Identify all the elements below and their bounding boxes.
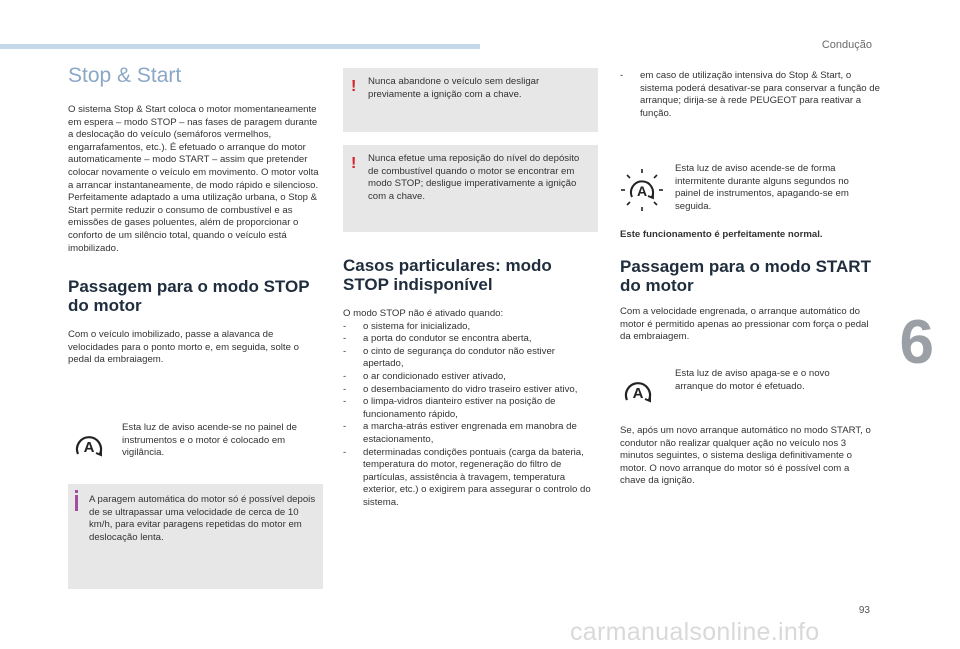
- warning-box-1: [343, 68, 598, 132]
- normal-note: Este funcionamento é perfeitamente normal.: [620, 229, 823, 240]
- svg-text:A: A: [636, 183, 648, 199]
- warning-text-1: Nunca abandone o veículo sem desligar previamente a ignição com a chave.: [368, 76, 540, 100]
- flash-lamp-text: Esta luz de aviso acende-se de forma intermitente durante alguns segundos no painel de instrumentos, apagando-se em seguida.: [675, 163, 849, 212]
- list-item: - o sistema for inicializado,: [343, 321, 598, 334]
- list-item: - em caso de utilização intensiva do Stop & Start, o sistema poderá desativar-se para conservar a função de arranque; dirija-se à rede PEUGEOT para reativar a função.: [620, 70, 880, 120]
- info-text: A paragem automática do motor só é possível depois de se ultrapassar uma velocidade de cerca de 10 km/h, para evitar paragens repetidas do motor em deslocação lenta.: [89, 494, 316, 543]
- stop-start-lamp-icon: [72, 430, 106, 460]
- page-number: 93: [858, 605, 870, 616]
- warning-text-2: Nunca efetue uma reposição do nível do depósito de combustível quando o motor se encontrar em modo STOP; desligue imperativamente a ignição com a chave.: [368, 153, 580, 202]
- svg-text:A: A: [632, 385, 644, 402]
- list-item: - o cinto de segurança do condutor não estiver apertado,: [343, 346, 598, 371]
- list-item: - o ar condicionado estiver ativado,: [343, 371, 598, 384]
- list-item: - a marcha-atrás estiver engrenada em manobra de estacionamento,: [343, 421, 598, 446]
- svg-text:A: A: [83, 439, 95, 456]
- intro-paragraph: O sistema Stop & Start coloca o motor momentaneamente em espera – modo STOP – nas fases de paragem durante a deslocação do veículo (semáforos vermelhos, engarrafamentos, etc.). É efetuado o arranque do motor automaticamente – modo START – assim que pretender colocar novamente o veículo em movimento. O motor volta a arrancar instantaneamente, de modo rápido e silencioso.: [68, 104, 319, 191]
- header-bar: [0, 44, 480, 49]
- column-3: [620, 70, 880, 120]
- start-text: Com a velocidade engrenada, o arranque automático do motor é permitido apenas ao pressionar com força o pedal da embraiagem.: [620, 306, 869, 343]
- final-paragraph: Se, após um novo arranque automático no modo START, o condutor não realizar qualquer ação no veículo nos 3 minutos seguintes, o sistema desliga definitivamente o motor. O novo arranque do motor só é possível com a chave da ignição.: [620, 425, 871, 487]
- list-item: - o desembaciamento do vidro traseiro estiver ativo,: [343, 384, 598, 397]
- warning-box-2: [343, 145, 598, 232]
- list-item: - o limpa-vidros dianteiro estiver na posição de funcionamento rápido,: [343, 396, 598, 421]
- stop-lamp-text: Esta luz de aviso acende-se no painel de instrumentos e o motor é colocado em vigilância.: [122, 422, 297, 459]
- chapter-number: 6: [899, 308, 934, 377]
- start-lamp-text: Esta luz de aviso apaga-se e o novo arranque do motor é efetuado.: [675, 368, 830, 392]
- section-name: Condução: [821, 39, 872, 51]
- list-item: - a porta do condutor se encontra aberta,: [343, 333, 598, 346]
- stop-heading: Passagem para o modo STOP do motor: [68, 277, 310, 316]
- column-1: [68, 60, 323, 367]
- start-heading: Passagem para o modo START do motor: [620, 257, 871, 295]
- particular-list: [343, 321, 598, 510]
- intro-paragraph-2: Perfeitamente adaptado a uma utilização urbana, o Stop & Start permite reduzir o consumo de combustível e as emissões de gases poluentes, além de proporcionar o conforto de um silêncio total, quando o veículo está imobilizado.: [68, 192, 318, 254]
- info-icon: [75, 495, 78, 511]
- stop-start-lamp-icon: [621, 376, 655, 406]
- list-item: - determinadas condições pontuais (carga da bateria, temperatura do motor, regeneração do filtro de partículas, assistência à travagem, temperatura exterior, etc.) o exigirem para assegurar o controlo do sistema.: [343, 447, 598, 510]
- particular-cases-heading: Casos particulares: modo STOP indisponível: [343, 256, 552, 294]
- warning-icon: !: [351, 78, 357, 95]
- column-2: [343, 256, 598, 510]
- stop-text: Com o veículo imobilizado, passe a alavanca de velocidades para o ponto morto e, em seguida, solte o pedal da embraiagem.: [68, 329, 299, 366]
- continued-list: [620, 70, 880, 120]
- particular-lead: O modo STOP não é ativado quando:: [343, 308, 504, 319]
- flashing-stop-start-lamp-icon: [620, 168, 664, 212]
- info-box: [68, 484, 323, 589]
- page-title: Stop & Start: [68, 64, 182, 87]
- warning-icon: !: [351, 155, 357, 172]
- watermark: carmanualsonline.info: [570, 618, 820, 646]
